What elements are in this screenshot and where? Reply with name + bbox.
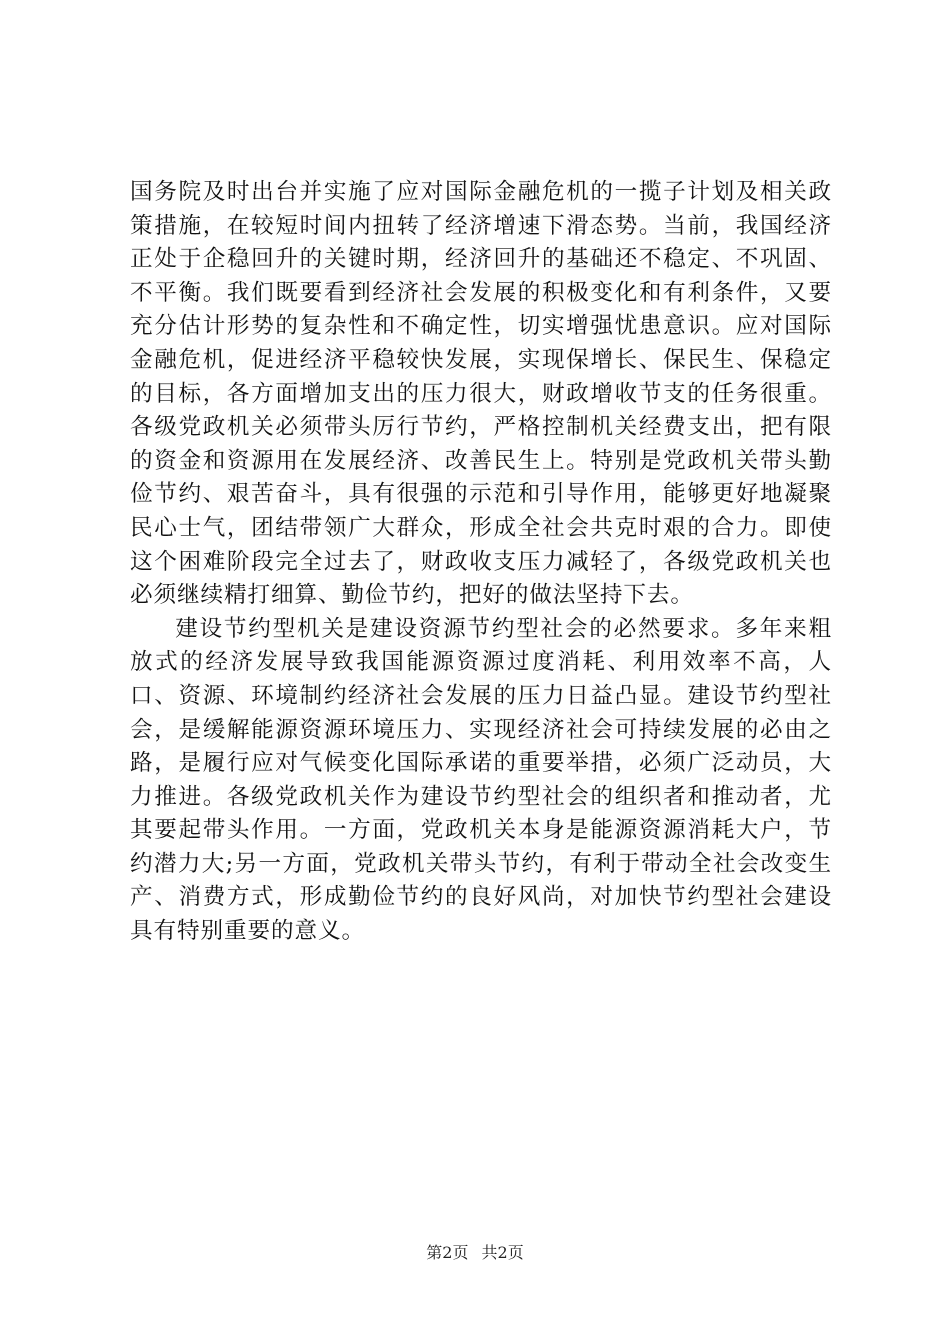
paragraph-1: 国务院及时出台并实施了应对国际金融危机的一揽子计划及相关政策措施，在较短时间内扭转了经济增速下滑态势。当前，我国经济正处于企稳回升的关键时期，经济回升的基础还不稳定、不巩固、不平衡。我们既要看到经济社会发展的积极变化和有利条件，又要充分估计形势的复杂性和不确定性，切实增强忧患意识。应对国际金融危机，促进经济平稳较快发展，实现保增长、保民生、保稳定的目标，各方面增加支出的压力很大，财政增收节支的任务很重。各级党政机关必须带头厉行节约，严格控制机关经费支出，把有限的资金和资源用在发展经济、改善民生上。特别是党政机关带头勤俭节约、艰苦奋斗，具有很强的示范和引导作用，能够更好地凝聚民心士气，团结带领广大群众，形成全社会共克时艰的合力。即使这个困难阶段完全过去了，财政收支压力减轻了，各级党政机关也必须继续精打细算、勤俭节约，把好的做法坚持下去。 bbox=[130, 179, 832, 609]
page-total: 共2页 bbox=[481, 1243, 524, 1262]
page-number: 第2页 bbox=[426, 1243, 469, 1262]
page-footer bbox=[0, 1242, 950, 1264]
document-body bbox=[130, 176, 832, 949]
paragraph-2: 建设节约型机关是建设资源节约型社会的必然要求。多年来粗放式的经济发展导致我国能源资源过度消耗、利用效率不高，人口、资源、环境制约经济社会发展的压力日益凸显。建设节约型社会，是缓解能源资源环境压力、实现经济社会可持续发展的必由之路，是履行应对气候变化国际承诺的重要举措，必须广泛动员，大力推进。各级党政机关作为建设节约型社会的组织者和推动者，尤其要起带头作用。一方面，党政机关本身是能源资源消耗大户，节约潜力大;另一方面，党政机关带头节约，有利于带动全社会改变生产、消费方式，形成勤俭节约的良好风尚，对加快节约型社会建设具有特别重要的意义。 bbox=[130, 615, 832, 945]
